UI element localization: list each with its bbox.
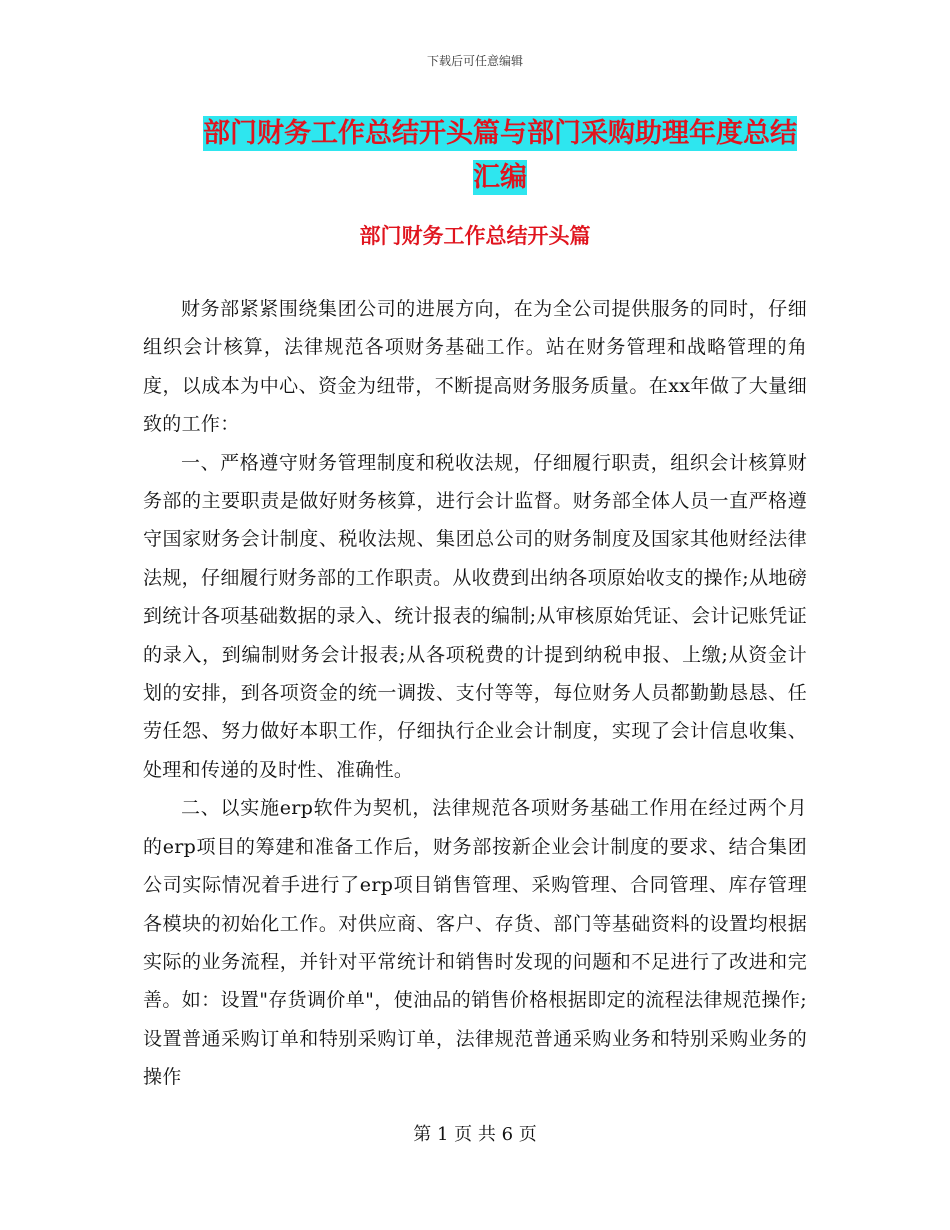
body-text (143, 290, 807, 1097)
paragraph-one: 一、严格遵守财务管理制度和税收法规，仔细履行职责，组织会计核算财务部的主要职责是做好财务核算，进行会计监督。财务部全体人员一直严格遵守国家财务会计制度、税收法规、集团总公司的财务制度及国家其他财经法律法规，仔细履行财务部的工作职责。从收费到出纳各项原始收支的操作;从地磅到统计各项基础数据的录入、统计报表的编制;从审核原始凭证、会计记账凭证的录入，到编制财务会计报表;从各项税费的计提到纳税申报、上缴;从资金计划的安排，到各项资金的统一调拨、支付等等，每位财务人员都勤勤恳恳、任劳任怨、努力做好本职工作，仔细执行企业会计制度，实现了会计信息收集、处理和传递的及时性、准确性。 (143, 451, 807, 781)
paragraph-intro: 财务部紧紧围绕集团公司的进展方向，在为全公司提供服务的同时，仔细组织会计核算，法律规范各项财务基础工作。站在财务管理和战略管理的角度，以成本为中心、资金为纽带，不断提高财务服务质量。在xx年做了大量细致的工作： (143, 298, 807, 436)
section-title: 部门财务工作总结开头篇 (359, 224, 591, 248)
document-title-text: 部门财务工作总结开头篇与部门采购助理年度总结汇编 (203, 118, 797, 193)
page-number-footer: 第 1 页 共 6 页 (413, 1124, 537, 1145)
document-title (190, 112, 810, 200)
paragraph-two: 二、以实施erp软件为契机，法律规范各项财务基础工作用在经过两个月的erp项目的筹建和准备工作后，财务部按新企业会计制度的要求、结合集团公司实际情况着手进行了erp项目销售管理、采购管理、合同管理、库存管理各模块的初始化工作。对供应商、客户、存货、部门等基础资料的设置均根据实际的业务流程，并针对平常统计和销售时发现的问题和不足进行了改进和完善。如：设置"存货调价单"，使油品的销售价格根据即定的流程法律规范操作;设置普通采购订单和特别采购订单，法律规范普通采购业务和特别采购业务的操作 (143, 797, 807, 1089)
page-header: 下载后可任意编辑 (426, 54, 523, 68)
